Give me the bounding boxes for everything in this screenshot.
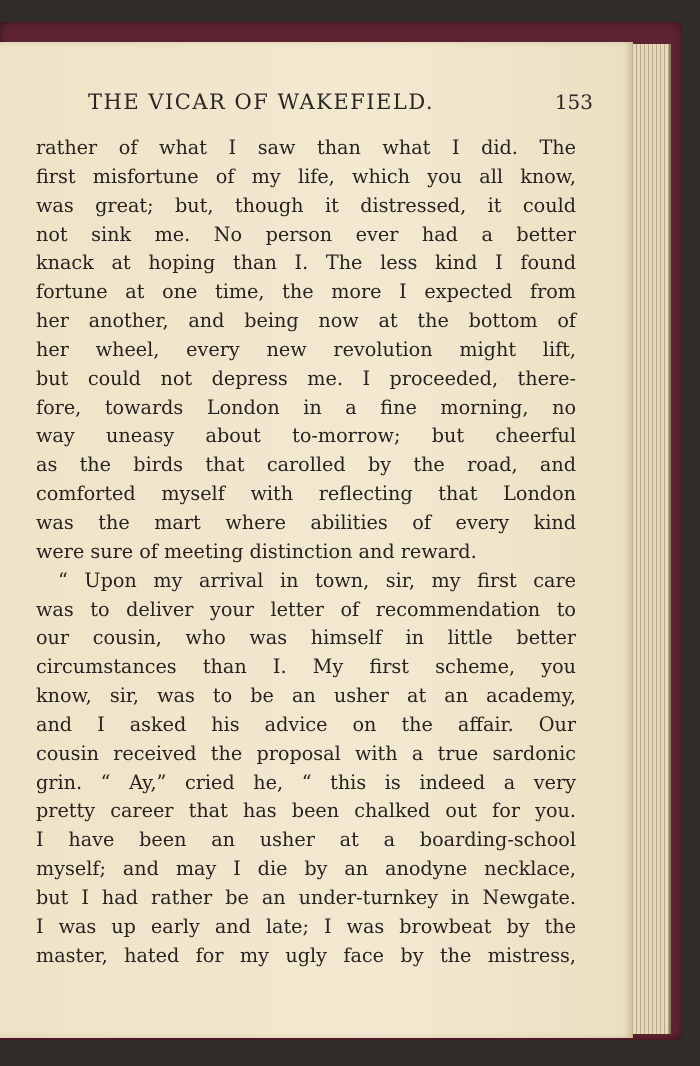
- text-line: was to deliver your letter of recommendation to: [36, 597, 576, 621]
- text-line: cousin received the proposal with a true sardonic: [36, 741, 576, 765]
- text-line: was great; but, though it distressed, it could: [36, 193, 576, 217]
- text-line: first misfortune of my life, which you all know,: [36, 164, 576, 188]
- text-line: grin. “ Ay,” cried he, “ this is indeed a very: [36, 770, 576, 794]
- text-line: I was up early and late; I was browbeat by the: [36, 914, 576, 938]
- text-line: rather of what I saw than what I did. The: [36, 136, 576, 159]
- page-header: [88, 90, 593, 116]
- text-line: way uneasy about to-morrow; but cheerful: [36, 424, 576, 448]
- running-title: THE VICAR OF WAKEFIELD.: [88, 90, 435, 114]
- text-line: comforted myself with reflecting that London: [36, 482, 576, 506]
- text-line: but I had rather be an under-turnkey in Newgate.: [36, 885, 576, 909]
- text-line: and I asked his advice on the affair. Our: [36, 712, 576, 736]
- text-line: myself; and may I die by an anodyne necklace,: [36, 857, 576, 881]
- text-line: fore, towards London in a fine morning, no: [36, 395, 576, 419]
- text-line: know, sir, was to be an usher at an academy,: [36, 684, 576, 708]
- text-line: I have been an usher at a boarding-school: [36, 828, 576, 852]
- text-line: as the birds that carolled by the road, and: [36, 453, 576, 477]
- page-number: 153: [554, 90, 593, 114]
- text-line: circumstances than I. My first scheme, you: [36, 655, 576, 679]
- book-page: [0, 42, 633, 1038]
- text-line: was the mart where abilities of every kind: [36, 510, 576, 534]
- text-line: her wheel, every new revolution might lift,: [36, 337, 576, 361]
- text-line: not sink me. No person ever had a better: [36, 222, 576, 246]
- text-line: pretty career that has been chalked out for you.: [36, 799, 576, 823]
- text-line: but could not depress me. I proceeded, there-: [36, 366, 576, 390]
- text-line: fortune at one time, the more I expected from: [36, 280, 576, 304]
- text-line: our cousin, who was himself in little better: [36, 626, 576, 650]
- text-line: were sure of meeting distinction and reward.: [36, 539, 477, 563]
- text-line: master, hated for my ugly face by the mistress,: [36, 943, 576, 967]
- text-line: knack at hoping than I. The less kind I found: [36, 251, 576, 275]
- body-text: [36, 134, 576, 970]
- text-line: her another, and being now at the bottom of: [36, 309, 576, 333]
- text-line: “ Upon my arrival in town, sir, my first care: [58, 568, 576, 592]
